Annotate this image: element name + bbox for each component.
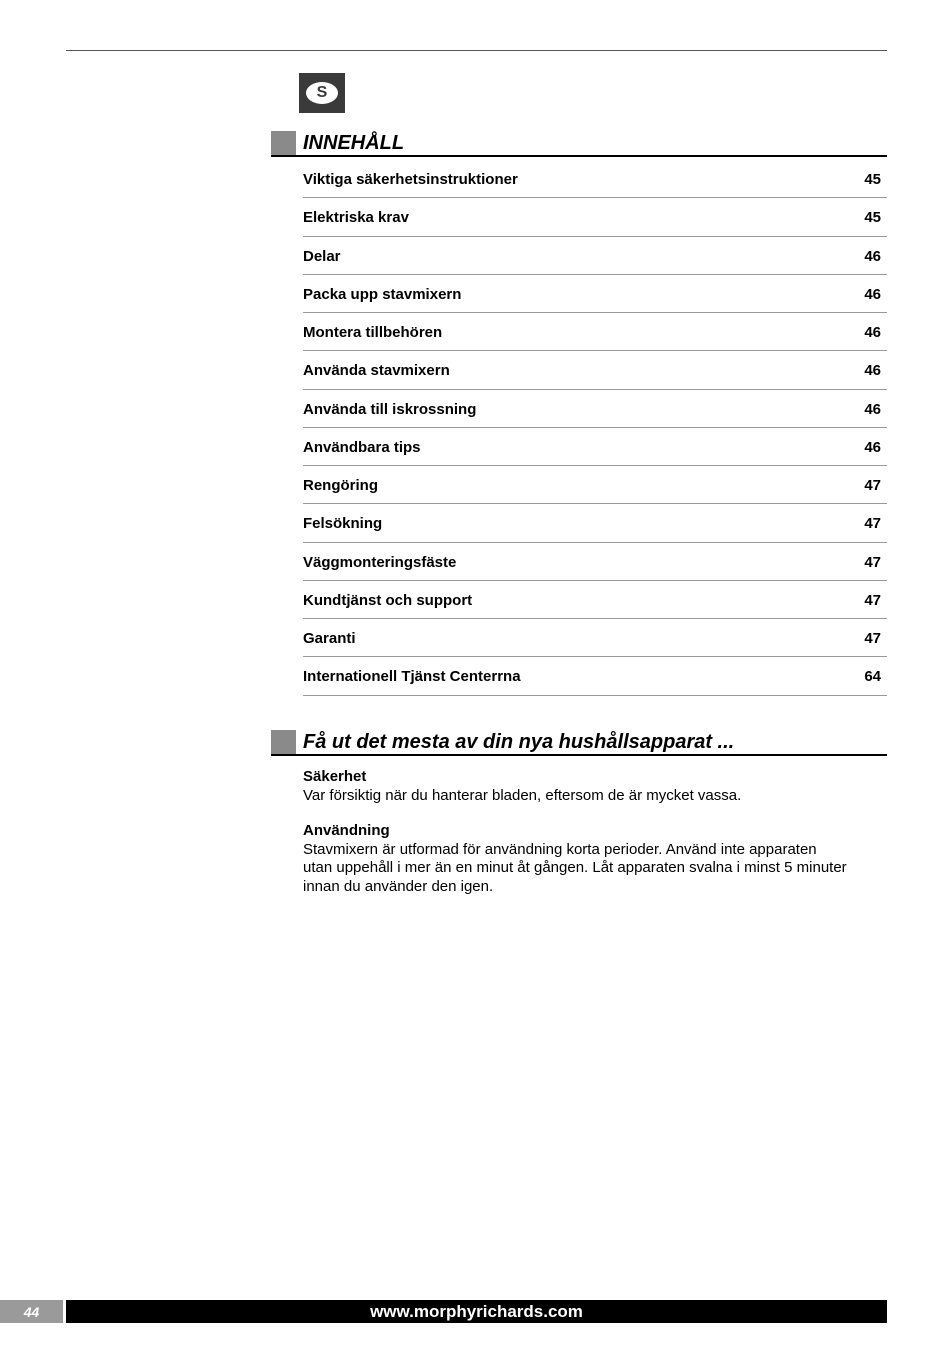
toc-page: 46 (864, 438, 881, 456)
toc-page: 47 (864, 515, 881, 533)
toc-item[interactable] (303, 198, 887, 236)
toc-label: Använda stavmixern (303, 362, 450, 380)
toc-label: Garanti (303, 630, 356, 648)
intro-header (271, 730, 887, 756)
toc-label: Elektriska krav (303, 209, 409, 227)
header-marker (271, 131, 296, 155)
toc-label: Använda till iskrossning (303, 400, 477, 418)
toc-label: Internationell Tjänst Centerrna (303, 668, 521, 686)
toc-page: 64 (864, 668, 881, 686)
toc-item[interactable] (303, 504, 887, 542)
toc-label: Väggmonteringsfäste (303, 553, 457, 571)
toc-item[interactable] (303, 160, 887, 198)
toc-page: 46 (864, 324, 881, 342)
language-badge (299, 73, 345, 113)
contents-title: INNEHÅLL (303, 132, 405, 154)
intro-body (303, 768, 893, 896)
toc-label: Delar (303, 247, 341, 265)
toc-page: 47 (864, 553, 881, 571)
toc-page: 46 (864, 400, 881, 418)
safety-text: Var försiktig när du hanterar bladen, eftersom de är mycket vassa. (303, 786, 742, 804)
intro-title: Få ut det mesta av din nya hushållsapparat ... (303, 731, 735, 753)
toc-label: Packa upp stavmixern (303, 285, 462, 303)
contents-header (271, 131, 887, 157)
page-number: 44 (0, 1300, 63, 1323)
toc-page: 45 (864, 171, 881, 189)
toc-item[interactable] (303, 351, 887, 389)
toc-item[interactable] (303, 275, 887, 313)
usage-text-line: utan uppehåll i mer än en minut åt gången. Låt apparaten svalna i minst 5 minuter (303, 859, 847, 876)
toc-page: 46 (864, 285, 881, 303)
toc-label: Användbara tips (303, 438, 421, 456)
toc-page: 47 (864, 477, 881, 495)
toc-item[interactable] (303, 428, 887, 466)
toc-page: 46 (864, 362, 881, 380)
toc-page: 46 (864, 247, 881, 265)
toc-item[interactable] (303, 466, 887, 504)
toc-item[interactable] (303, 543, 887, 581)
toc-label: Felsökning (303, 515, 383, 533)
safety-heading: Säkerhet (303, 768, 367, 785)
toc-page: 45 (864, 209, 881, 227)
toc-label: Montera tillbehören (303, 324, 443, 342)
toc-item[interactable] (303, 581, 887, 619)
top-divider (66, 50, 887, 51)
toc-item[interactable] (303, 390, 887, 428)
toc-label: Kundtjänst och support (303, 591, 473, 609)
website-link[interactable]: www.morphyrichards.com (66, 1300, 887, 1323)
usage-heading: Användning (303, 822, 390, 839)
toc-page: 47 (864, 591, 881, 609)
footer (0, 1300, 887, 1323)
language-code: S (306, 82, 338, 104)
toc-page: 47 (864, 630, 881, 648)
toc-item[interactable] (303, 237, 887, 275)
header-marker (271, 730, 296, 754)
toc-item[interactable] (303, 619, 887, 657)
usage-text-line: innan du använder den igen. (303, 877, 494, 895)
toc-label: Rengöring (303, 477, 378, 495)
toc-label: Viktiga säkerhetsinstruktioner (303, 171, 518, 189)
toc-item[interactable] (303, 313, 887, 351)
usage-text-line: Stavmixern är utformad för användning korta perioder. Använd inte apparaten (303, 840, 817, 858)
table-of-contents (303, 160, 887, 696)
toc-item[interactable] (303, 657, 887, 695)
